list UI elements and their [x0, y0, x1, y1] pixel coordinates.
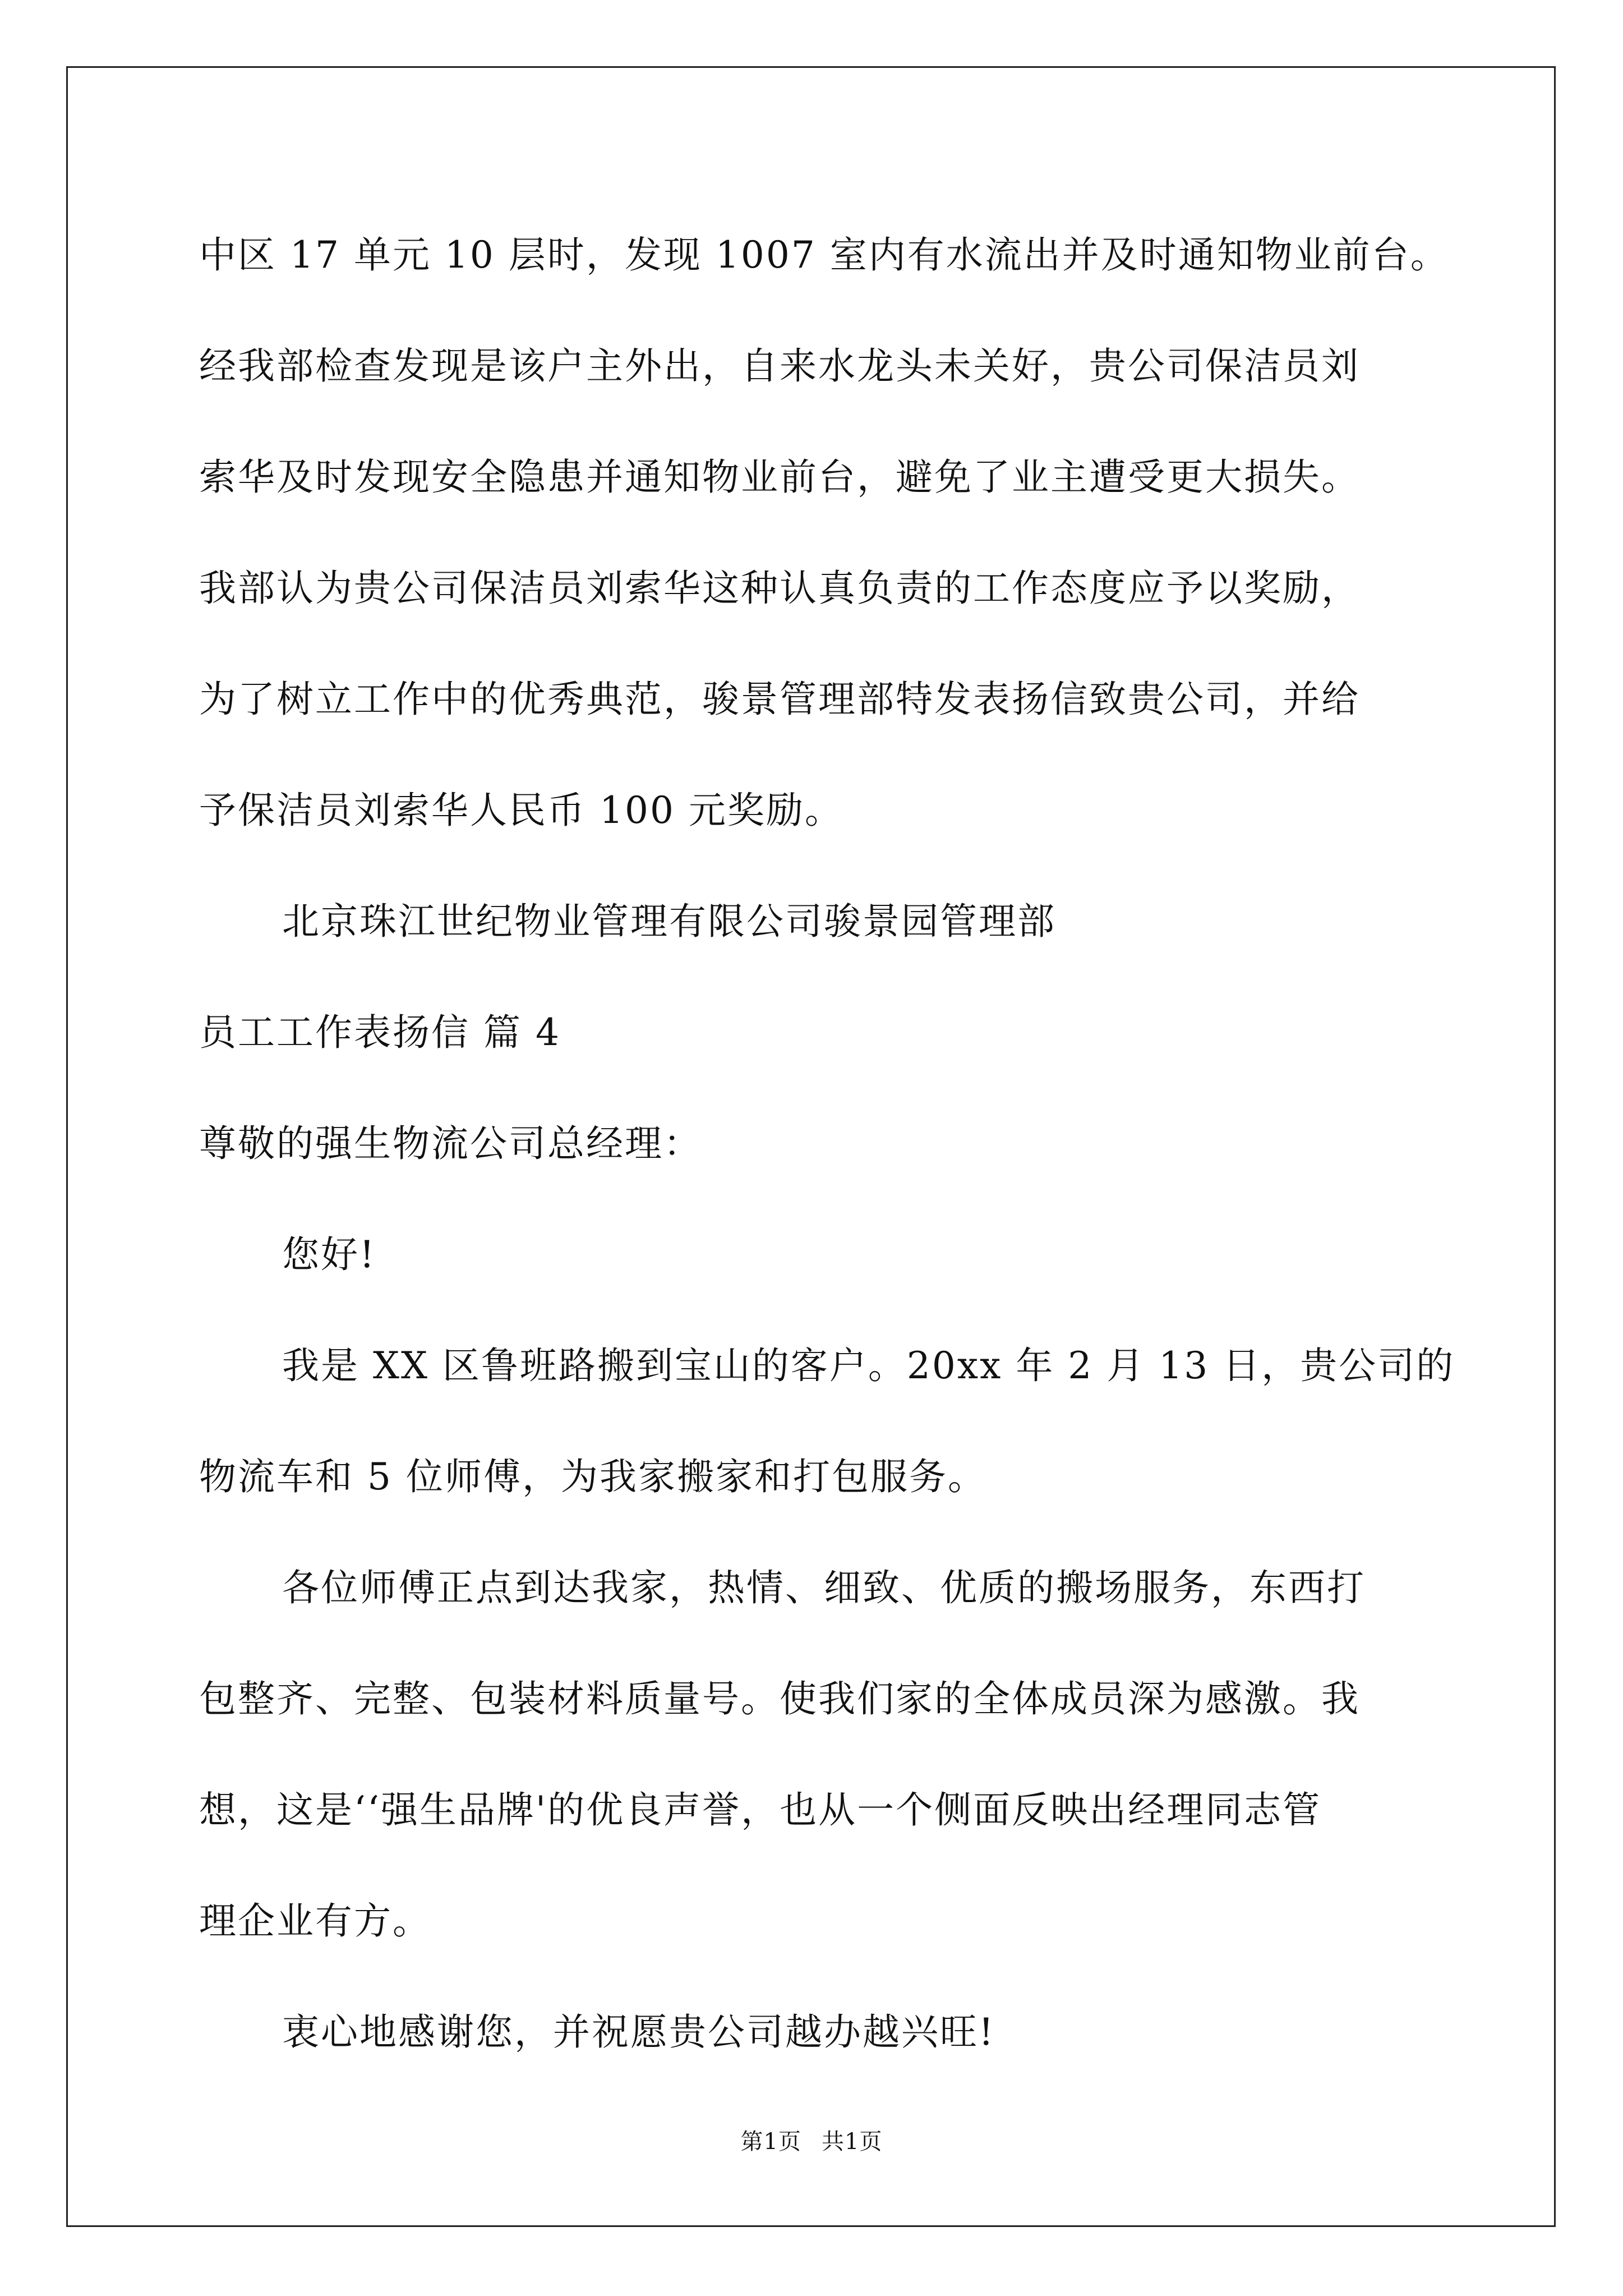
- text-line: 为了树立工作中的优秀典范，骏景管理部特发表扬信致贵公司，并给: [199, 678, 1360, 721]
- greeting: 您好!: [282, 1233, 376, 1276]
- signature-line: 北京珠江世纪物业管理有限公司骏景园管理部: [282, 900, 1056, 943]
- page-number: 第1页: [740, 2129, 801, 2155]
- text-line: 我部认为贵公司保洁员刘索华这种认真负责的工作态度应予以奖励，: [199, 567, 1360, 610]
- text-line: 理企业有方。: [199, 1899, 431, 1943]
- document-body: [199, 213, 1455, 2101]
- text-line: 予保洁员刘索华人民币 100 元奖励。: [199, 789, 843, 832]
- section-heading: 员工工作表扬信 篇 4: [199, 1011, 561, 1054]
- text-line: 经我部检查发现是该户主外出，自来水龙头未关好，贵公司保洁员刘: [199, 344, 1360, 388]
- text-line: 各位师傅正点到达我家，热情、细致、优质的搬场服务，东西打: [282, 1566, 1366, 1609]
- text-line-continuation: 中区 17 单元 10 层时，发现 1007 室内有水流出并及时通知物业前台。: [199, 233, 1449, 277]
- text-line: 包整齐、完整、包装材料质量号。使我们家的全体成员深为感激。我: [199, 1677, 1360, 1720]
- page-total: 共1页: [822, 2129, 883, 2155]
- page-footer: [0, 2125, 1623, 2159]
- text-line: 索华及时发现安全隐患并通知物业前台，避免了业主遭受更大损失。: [199, 455, 1360, 499]
- text-line: 我是 XX 区鲁班路搬到宝山的客户。20xx 年 2 月 13 日，贵公司的: [282, 1344, 1455, 1387]
- text-line: 物流车和 5 位师傅，为我家搬家和打包服务。: [199, 1455, 986, 1498]
- salutation: 尊敬的强生物流公司总经理：: [199, 1122, 702, 1165]
- closing-line: 衷心地感谢您，并祝愿贵公司越办越兴旺!: [282, 2010, 995, 2054]
- text-line: 想，这是‘‘强生品牌'的优良声誉，也从一个侧面反映出经理同志管: [199, 1788, 1322, 1832]
